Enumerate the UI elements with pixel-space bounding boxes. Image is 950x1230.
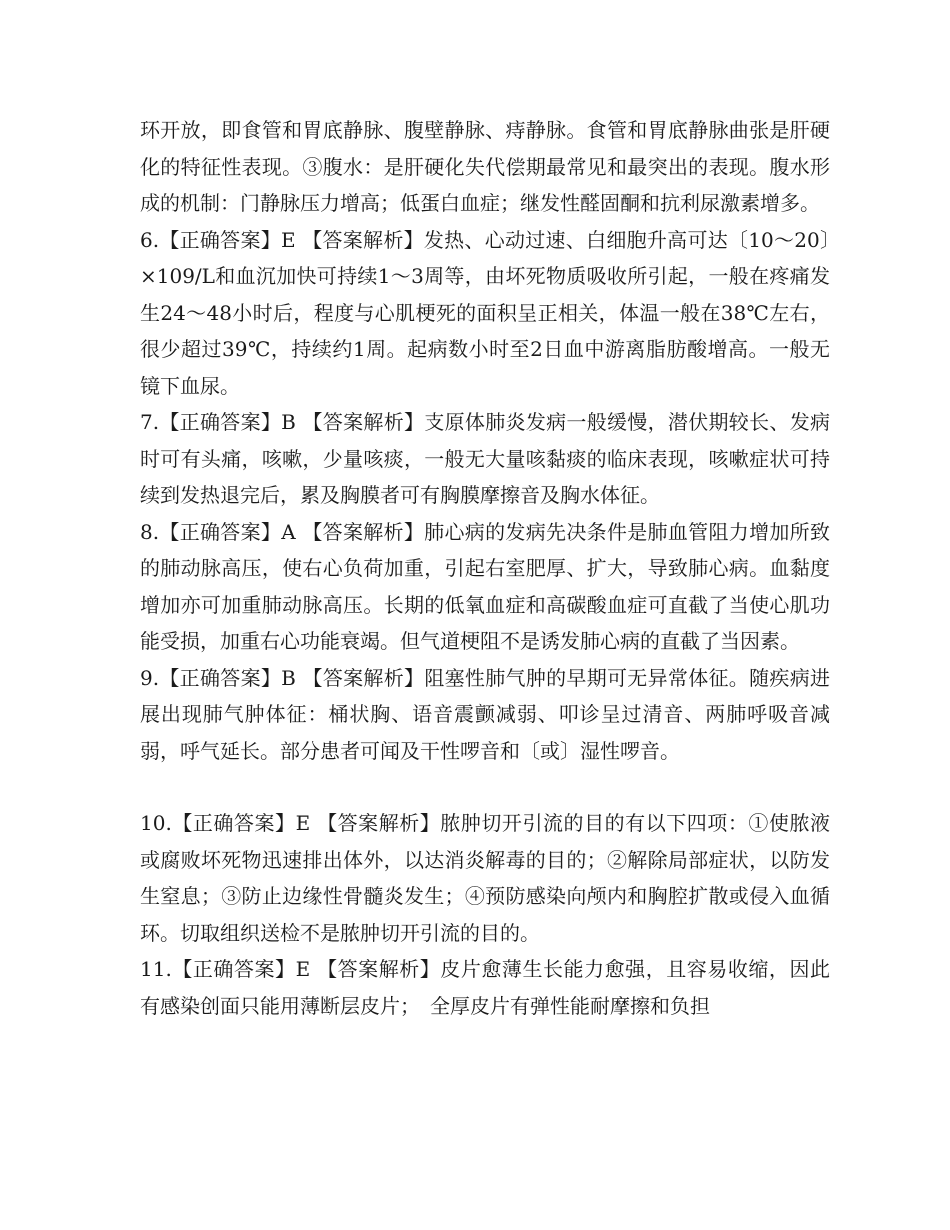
answer-8: 8.【正确答案】A 【答案解析】肺心病的发病先决条件是肺血管阻力增加所致的肺动脉高压，使右心负荷加重，引起右室肥厚、扩大，导致肺心病。血黏度增加亦可加重肺动脉高压。长期的低氧血症和高碳酸血症可直截了当使心肌功能受损，加重右心功能衰竭。但气道梗阻不是诱发肺心病的直截了当因素。 xyxy=(140,519,830,653)
answer-6: 6.【正确答案】E 【答案解析】发热、心动过速、白细胞升高可达〔10～20〕×109/L和血沉加快可持续1～3周等，由坏死物质吸收所引起，一般在疼痛发生24～48小时后，程度与心肌梗死的面积呈正相关，体温一般在38℃左右，很少超过39℃，持续约1周。起病数小时至2日血中游离脂肪酸增高。一般无镜下血尿。 xyxy=(140,227,830,398)
paragraph-spacer xyxy=(140,769,830,805)
answer-10: 10.【正确答案】E 【答案解析】脓肿切开引流的目的有以下四项：①使脓液或腐败坏死物迅速排出体外，以达消炎解毒的目的；②解除局部症状，以防发生窒息；③防止边缘性骨髓炎发生；④预防感染向颅内和胸腔扩散或侵入血循环。切取组织送检不是脓肿切开引流的目的。 xyxy=(140,811,830,945)
paragraph-cirrhosis-continuation: 环开放，即食管和胃底静脉、腹壁静脉、痔静脉。食管和胃底静脉曲张是肝硬化的特征性表现。③腹水：是肝硬化失代偿期最常见和最突出的表现。腹水形成的机制：门静脉压力增高；低蛋白血症；继发性醛固酮和抗利尿激素增多。 xyxy=(140,118,830,215)
answer-9: 9.【正确答案】B 【答案解析】阻塞性肺气肿的早期可无异常体征。随疾病进展出现肺气肿体征：桶状胸、语音震颤减弱、叩诊呈过清音、两肺呼吸音减弱，呼气延长。部分患者可闻及干性啰音和〔或〕湿性啰音。 xyxy=(140,665,830,763)
answer-11: 11.【正确答案】E 【答案解析】皮片愈薄生长能力愈强，且容易收缩，因此有感染创面只能用薄断层皮片； 全厚皮片有弹性能耐摩擦和负担 xyxy=(140,957,830,1018)
answer-7: 7.【正确答案】B 【答案解析】支原体肺炎发病一般缓慢，潜伏期较长、发病时可有头痛，咳嗽，少量咳痰，一般无大量咳黏痰的临床表现，咳嗽症状可持续到发热退完后，累及胸膜者可有胸膜摩擦音及胸水体征。 xyxy=(140,410,830,507)
document-page xyxy=(140,112,830,1024)
